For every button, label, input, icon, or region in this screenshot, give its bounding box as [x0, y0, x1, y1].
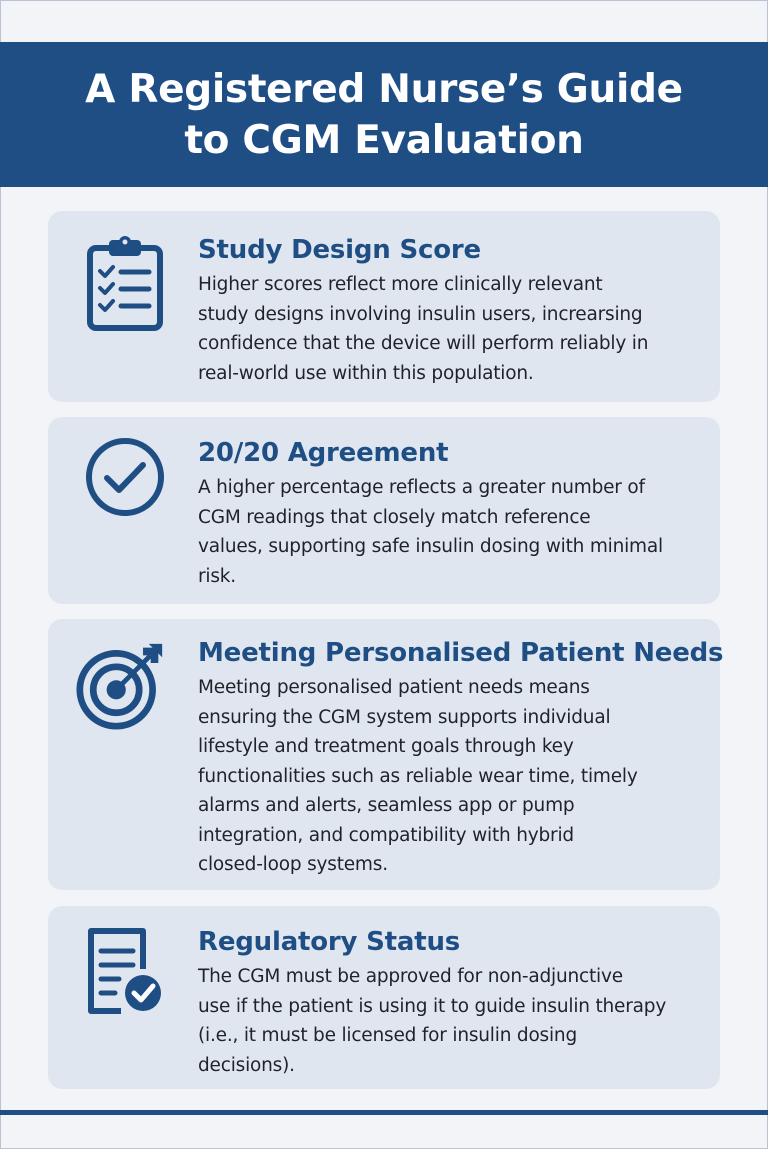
card-study-design-score	[48, 211, 720, 402]
desc-line: risk.	[198, 565, 236, 587]
card-title: 20/20 Agreement	[198, 438, 449, 468]
desc-line: (i.e., it must be licensed for insulin dosing	[198, 1025, 578, 1046]
card-description	[198, 962, 666, 1080]
approved-document-icon	[80, 921, 170, 1021]
desc-line: ensuring the CGM system supports individual	[198, 706, 611, 728]
desc-line: study designs involving insulin users, increarsing	[198, 303, 643, 325]
check-circle-icon	[80, 427, 170, 527]
header-banner	[0, 42, 768, 187]
desc-line: CGM readings that closely match reference	[198, 506, 591, 528]
desc-line: confidence that the device will perform reliably in	[198, 333, 649, 354]
title-line-1: A Registered Nurse’s Guide	[85, 66, 683, 112]
desc-line: Meeting personalised patient needs means	[198, 677, 590, 698]
card-2020-agreement	[48, 417, 720, 604]
target-arrow-icon	[76, 635, 166, 735]
desc-line: real-world use within this population.	[198, 362, 534, 384]
desc-line: lifestyle and treatment goals through key	[198, 736, 574, 757]
desc-line: values, supporting safe insulin dosing with minimal	[198, 536, 663, 557]
desc-line: closed-loop systems.	[198, 854, 388, 875]
card-title: Study Design Score	[198, 235, 481, 265]
desc-line: Higher scores reflect more clinically relevant	[198, 274, 603, 295]
desc-line: integration, and compatibility with hybrid	[198, 824, 574, 846]
page-title	[85, 64, 683, 166]
card-description	[198, 473, 663, 591]
desc-line: alarms and alerts, seamless app or pump	[198, 795, 575, 816]
card-title: Regulatory Status	[198, 927, 461, 957]
desc-line: The CGM must be approved for non-adjunctive	[198, 966, 623, 987]
card-personalised-patient-needs	[48, 619, 724, 890]
card-title: Meeting Personalised Patient Needs	[198, 638, 724, 668]
footer-divider	[0, 1110, 768, 1115]
desc-line: use if the patient is using it to guide insulin therapy	[198, 995, 667, 1017]
card-description	[198, 673, 638, 880]
desc-line: functionalities such as reliable wear time, timely	[198, 765, 638, 787]
desc-line: decisions).	[198, 1054, 295, 1076]
desc-line: A higher percentage reflects a greater number of	[198, 477, 645, 498]
card-description	[198, 270, 648, 388]
card-regulatory-status	[48, 906, 720, 1089]
clipboard-checklist-icon	[80, 233, 170, 333]
title-line-2: to CGM Evaluation	[184, 117, 584, 163]
